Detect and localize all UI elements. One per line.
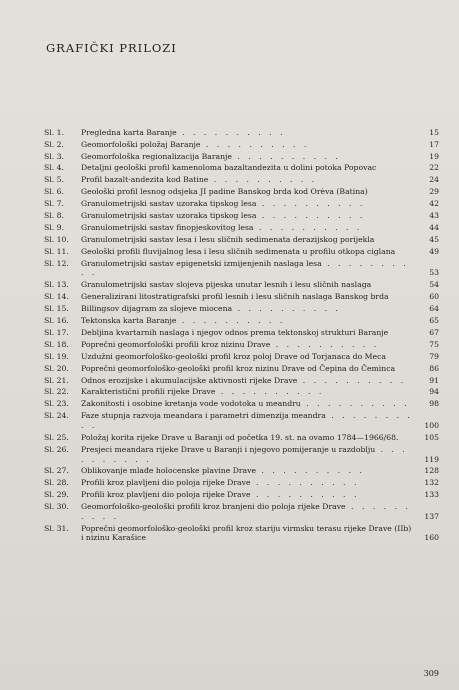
figure-page: 17	[429, 139, 439, 149]
figure-caption-text: Granulometrijski sastav lesa i lesu sličnih sedimenata derazijskog porijekla	[81, 234, 375, 244]
figure-page: 105	[424, 432, 439, 442]
figure-caption-text: Karakteristični profili rijeke Drave	[81, 387, 216, 397]
figure-number: Sl. 7.	[44, 199, 64, 209]
figure-caption-text: Poprečni geomorfološki profili kroz nizinu Drave	[81, 339, 271, 349]
figure-page: 22	[429, 163, 439, 173]
leader-dots: . . . . . . . . . .	[176, 128, 286, 137]
figure-caption	[81, 187, 415, 197]
figure-entry	[44, 328, 439, 338]
figure-entry	[44, 304, 439, 314]
figure-page: 133	[424, 490, 439, 500]
figure-page: 44	[429, 222, 439, 232]
figure-caption-text: Poprečni geomorfološko-geološki profil kroz stariju virmsku terasu rijeke Drave (IIb) i nizinu Karašice	[81, 523, 412, 543]
figure-caption	[81, 223, 415, 233]
figure-entry	[44, 433, 439, 443]
leader-dots: . . . . . . . . . .	[300, 399, 410, 409]
figure-page: 19	[429, 151, 439, 161]
figure-caption-text: Odnos erozijske i akumulacijske aktivnosti rijeke Drave	[81, 375, 298, 385]
figure-entry	[44, 399, 439, 409]
figure-entry	[44, 387, 439, 397]
figure-number: Sl. 28.	[44, 478, 69, 488]
figure-number: Sl. 29.	[44, 490, 69, 500]
figure-caption-text: Oblikovanje mlađe holocenske plavine Drave	[81, 466, 257, 476]
figure-entry	[44, 524, 439, 544]
figure-entry	[44, 211, 439, 221]
figure-caption	[81, 152, 415, 162]
figure-caption	[81, 478, 415, 488]
figure-caption	[81, 490, 415, 500]
figure-number: Sl. 13.	[44, 280, 69, 290]
figure-entry	[44, 128, 439, 138]
figure-number: Sl. 5.	[44, 175, 64, 185]
figure-number: Sl. 8.	[44, 210, 64, 220]
figure-caption-text: Uzdužni geomorfološko-geološki profil kroz poloj Drave od Torjanaca do Meca	[81, 351, 386, 361]
leader-dots: . . . . . . . . . .	[297, 375, 407, 385]
figure-caption-text: Profili kroz plavljeni dio poloja rijeke Drave	[81, 478, 251, 488]
figure-entry	[44, 376, 439, 386]
figure-caption	[81, 304, 415, 314]
leader-dots: . . . . . . . . . .	[232, 304, 341, 314]
figure-entry	[44, 502, 439, 522]
figure-caption	[81, 211, 415, 221]
figure-caption-text: Granulometrijski sastav uzoraka tipskog lesa	[81, 210, 257, 220]
leader-dots: . . . . . . . . . .	[253, 222, 363, 232]
figure-number: Sl. 17.	[44, 327, 69, 337]
figure-caption	[81, 163, 415, 173]
figure-page: 45	[429, 234, 439, 244]
figure-caption-text: Geološki profil lesnog odsjeka JI padine Banskog brda kod Orèva (Batina)	[81, 187, 368, 197]
figure-caption-text: Geomorfološki položaj Baranje	[81, 139, 201, 149]
figure-number: Sl. 12.	[44, 258, 69, 268]
figure-caption-text: Tektonska karta Baranje	[81, 316, 177, 326]
figure-page: 67	[429, 327, 439, 337]
figure-caption-text: Detaljni geološki profil kamenoloma bazaltandezita u dolini potoka Popovac	[81, 163, 377, 173]
page-number: 309	[423, 669, 439, 678]
figure-list	[44, 128, 439, 545]
figure-caption-text: Geomorfološko-geološki profili kroz branjeni dio poloja rijeke Drave	[81, 501, 346, 511]
figure-caption-text: Granulometrijski sastav uzoraka tipskog lesa	[81, 199, 257, 209]
figure-number: Sl. 15.	[44, 304, 69, 314]
figure-entry	[44, 152, 439, 162]
figure-number: Sl. 1.	[44, 128, 64, 137]
figure-page: 98	[429, 399, 439, 409]
figure-page: 54	[429, 280, 439, 290]
figure-number: Sl. 19.	[44, 351, 69, 361]
figure-caption	[81, 292, 415, 302]
figure-caption	[81, 387, 415, 397]
figure-number: Sl. 23.	[44, 399, 69, 409]
leader-dots: . . . . . . . . . .	[250, 490, 360, 500]
figure-page: 119	[424, 454, 439, 464]
figure-caption	[81, 376, 415, 386]
figure-number: Sl. 4.	[44, 163, 64, 173]
figure-number: Sl. 16.	[44, 316, 69, 326]
leader-dots: . . . . . . . . . .	[256, 199, 366, 209]
figure-entry	[44, 316, 439, 326]
figure-number: Sl. 25.	[44, 432, 69, 442]
figure-entry	[44, 280, 439, 290]
figure-caption-text: Billingsov dijagram za slojeve miocena	[81, 304, 233, 314]
figure-caption	[81, 466, 415, 476]
figure-number: Sl. 30.	[44, 501, 69, 511]
figure-entry	[44, 175, 439, 185]
figure-caption	[81, 175, 415, 185]
figure-page: 91	[429, 375, 439, 385]
figure-entry	[44, 478, 439, 488]
figure-caption-text: Debljina kvartarnih naslaga i njegov odnos prema tektonskoj strukturi Baranje	[81, 327, 389, 337]
figure-entry	[44, 411, 439, 431]
figure-number: Sl. 10.	[44, 234, 69, 244]
figure-caption-text: Geološki profili fluvijalnog lesa i lesu sličnih sedimenata u profilu otkopa ciglana	[81, 246, 396, 256]
figure-number: Sl. 3.	[44, 151, 64, 161]
figure-caption	[81, 340, 415, 350]
figure-page: 79	[429, 351, 439, 361]
figure-caption	[81, 316, 415, 326]
leader-dots: . . . . . . . . . .	[250, 478, 360, 488]
figure-caption	[81, 280, 415, 290]
figure-caption	[81, 352, 415, 362]
figure-caption-text: Faze stupnja razvoja meandara i parametri dimenzija meandra	[81, 411, 326, 421]
figure-entry	[44, 352, 439, 362]
figure-caption-text: Granulometrijski sastav epigenetski izmijenjenih naslaga lesa	[81, 258, 322, 268]
figure-page: 43	[429, 210, 439, 220]
figure-number: Sl. 14.	[44, 292, 69, 302]
leader-dots: . . . . . . . . . .	[208, 175, 318, 185]
figure-caption-text: Generalizirani litostratigrafski profil lesnih i lesu sličnih naslaga Banskog brda	[81, 292, 389, 302]
figure-caption-text: Zakonitosti i osobine kretanja vode vodotoka u meandru	[81, 399, 301, 409]
figure-caption	[81, 411, 415, 431]
figure-number: Sl. 20.	[44, 363, 69, 373]
figure-caption	[81, 399, 415, 409]
figure-page: 100	[424, 420, 439, 430]
figure-caption	[81, 128, 415, 138]
figure-page: 53	[429, 268, 439, 278]
leader-dots: . . . . . . . . . .	[81, 258, 409, 278]
figure-page: 160	[424, 533, 439, 543]
figure-number: Sl. 18.	[44, 339, 69, 349]
leader-dots: . . . . . . . . . .	[256, 466, 365, 476]
figure-caption	[81, 235, 415, 245]
figure-entry	[44, 259, 439, 279]
figure-number: Sl. 2.	[44, 139, 64, 149]
figure-caption	[81, 259, 415, 279]
figure-page: 128	[424, 466, 439, 476]
figure-page: 64	[429, 304, 439, 314]
figure-page: 65	[429, 316, 439, 326]
figure-entry	[44, 445, 439, 465]
figure-entry	[44, 364, 439, 374]
figure-caption-text: Profili kroz plavljeni dio poloja rijeke Drave	[81, 490, 251, 500]
leader-dots: . . . . . . . . . .	[81, 501, 411, 521]
figure-number: Sl. 31.	[44, 523, 69, 533]
figure-caption-text: Pregledna karta Baranje	[81, 128, 177, 137]
figure-number: Sl. 26.	[44, 444, 69, 454]
figure-page: 137	[424, 511, 439, 521]
figure-number: Sl. 11.	[44, 246, 69, 256]
figure-caption	[81, 247, 415, 257]
leader-dots: . . . . . . . . . .	[270, 339, 380, 349]
figure-entry	[44, 140, 439, 150]
figure-page: 42	[429, 199, 439, 209]
figure-caption-text: Granulometrijski sastav slojeva pijeska unutar lesnih i lesu sličnih naslaga	[81, 280, 372, 290]
figure-entry	[44, 163, 439, 173]
figure-page: 94	[429, 387, 439, 397]
figure-number: Sl. 27.	[44, 466, 69, 476]
figure-page: 60	[429, 292, 439, 302]
figure-entry	[44, 466, 439, 476]
figure-entry	[44, 490, 439, 500]
leader-dots: . . . . . . . . . .	[81, 411, 413, 430]
figure-entry	[44, 223, 439, 233]
figure-entry	[44, 235, 439, 245]
figure-caption-text: Profil bazalt-andezita kod Batine	[81, 175, 209, 185]
figure-page: 132	[424, 478, 439, 488]
figure-caption-text: Geomorfološka regionalizacija Baranje	[81, 151, 232, 161]
figure-number: Sl. 21.	[44, 375, 69, 385]
figure-number: Sl. 6.	[44, 187, 64, 197]
figure-number: Sl. 9.	[44, 222, 64, 232]
figure-caption	[81, 140, 415, 150]
figure-entry	[44, 247, 439, 257]
figure-caption-text: Poprečni geomorfološko-geološki profil kroz nizinu Drave od Čepina do Čeminca	[81, 363, 396, 373]
figure-page: 29	[429, 187, 439, 197]
figure-caption	[81, 445, 415, 465]
figure-number: Sl. 24.	[44, 411, 69, 421]
figure-caption	[81, 199, 415, 209]
figure-entry	[44, 292, 439, 302]
figure-page: 24	[429, 175, 439, 185]
leader-dots: . . . . . . . . . .	[256, 210, 366, 220]
figure-caption-text: Granulometrijski sastav finopjeskovitog lesa	[81, 222, 254, 232]
figure-page: 86	[429, 363, 439, 373]
leader-dots: . . . . . . . . . .	[81, 444, 408, 464]
figure-caption	[81, 524, 415, 544]
figure-entry	[44, 199, 439, 209]
figure-caption	[81, 364, 415, 374]
figure-number: Sl. 22.	[44, 387, 69, 397]
section-title: GRAFIČKI PRILOZI	[46, 41, 177, 55]
figure-entry	[44, 340, 439, 350]
figure-caption	[81, 433, 415, 443]
leader-dots: . . . . . . . . . .	[176, 316, 286, 326]
figure-page: 49	[429, 246, 439, 256]
figure-caption-text: Položaj korita rijeke Drave u Baranji od početka 19. st. na ovamo 1784—1966/68.	[81, 432, 399, 442]
figure-caption	[81, 502, 415, 522]
leader-dots: . . . . . . . . . .	[231, 151, 341, 161]
figure-page: 15	[429, 128, 439, 137]
figure-caption	[81, 328, 415, 338]
figure-entry	[44, 187, 439, 197]
figure-page: 75	[429, 339, 439, 349]
figure-caption-text: Presjeci meandara rijeke Drave u Baranji i njegovo pomijeranje u razdoblju	[81, 444, 376, 454]
leader-dots: . . . . . . . . . .	[215, 387, 325, 397]
leader-dots: . . . . . . . . . .	[200, 139, 310, 149]
